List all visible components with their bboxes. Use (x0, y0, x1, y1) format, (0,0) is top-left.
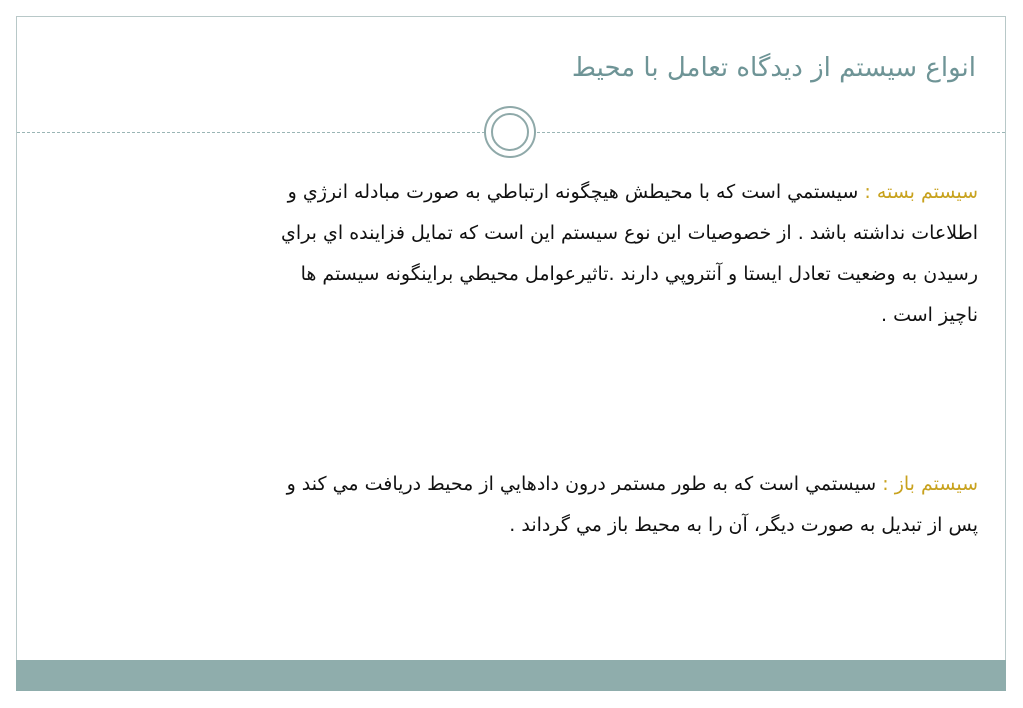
open-system-line-1: سيستمي است كه به طور مستمر درون دادهايي از محيط دريافت مي كند و (286, 473, 877, 495)
footer-bar (16, 660, 1006, 691)
closed-system-line-4: ناچيز است . (880, 304, 978, 326)
closed-system-line-1: سيستمي است كه با محيطش هيچگونه ارتباطي به صورت مبادله انرژي و (287, 181, 859, 203)
closed-system-line-2: اطلاعات نداشته باشد . از خصوصيات اين نوع سيستم اين است كه تمايل فزاينده اي براي (281, 222, 978, 244)
slide-frame (16, 16, 1006, 691)
open-system-term: سیستم باز : (882, 473, 978, 495)
closed-system-term: سیستم بسته : (864, 181, 978, 203)
circle-ornament (484, 106, 536, 158)
closed-system-line-3: رسيدن به وضعيت تعادل ايستا و آنتروپي دارند .تاثيرعوامل محيطي براينگونه سيستم ها (300, 263, 978, 285)
slide-title: انواع سیستم از دیدگاه تعامل با محیط (571, 53, 976, 83)
closed-system-paragraph (58, 172, 978, 336)
open-system-paragraph (58, 464, 978, 546)
open-system-line-2: پس از تبديل به صورت ديگر، آن را به محيط باز مي گرداند . (509, 514, 978, 536)
